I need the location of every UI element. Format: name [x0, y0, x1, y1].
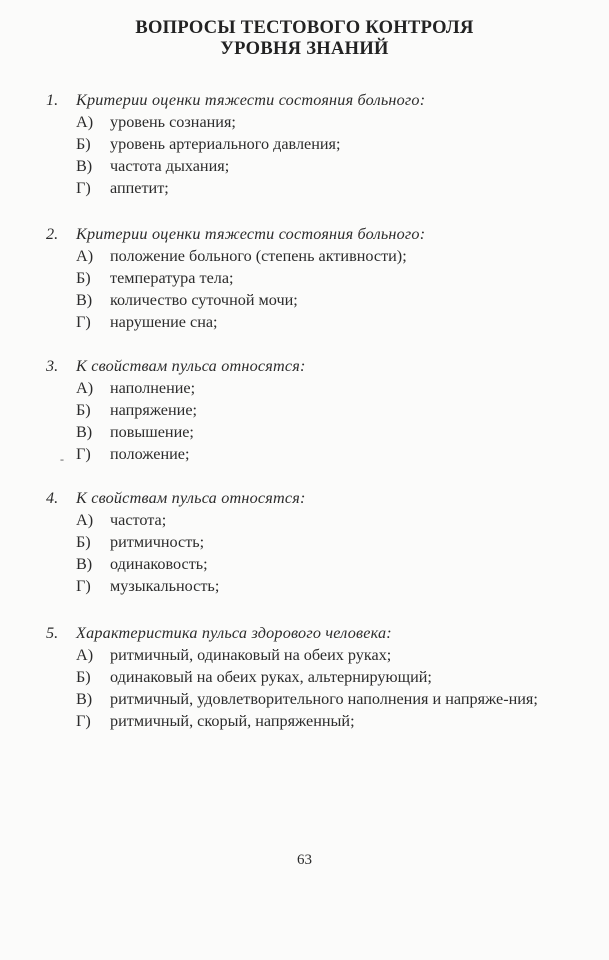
option-text: аппетит;: [110, 179, 169, 197]
answer-option: [76, 289, 576, 311]
stray-mark: -: [60, 452, 64, 466]
answer-option: [76, 133, 576, 155]
question-number: 1.: [46, 91, 59, 109]
option-text: положение больного (степень активности);: [110, 247, 407, 265]
question-4: [46, 487, 576, 597]
option-letter: Б): [76, 533, 91, 551]
answer-option: [76, 245, 576, 267]
question-title: [46, 355, 576, 377]
option-text: напряжение;: [110, 401, 197, 419]
option-letter: Г): [76, 445, 91, 463]
question-text: К свойствам пульса относятся:: [76, 357, 306, 375]
option-letter: В): [76, 423, 93, 441]
question-title: [46, 622, 576, 644]
option-text: уровень артериального давления;: [110, 135, 341, 153]
option-text: наполнение;: [110, 379, 196, 397]
option-text: частота дыхания;: [110, 157, 230, 175]
option-text: температура тела;: [110, 269, 234, 287]
answer-option: [76, 531, 576, 553]
question-2: [46, 223, 576, 333]
answer-option: [76, 443, 576, 465]
option-text: музыкальность;: [110, 577, 220, 595]
option-text: повышение;: [110, 423, 194, 441]
option-letter: В): [76, 555, 93, 573]
answer-option: [76, 155, 576, 177]
option-text: ритмичность;: [110, 533, 205, 551]
option-text: частота;: [110, 511, 167, 529]
option-text: положение;: [110, 445, 190, 463]
answer-option: [76, 399, 576, 421]
question-number: 4.: [46, 489, 59, 507]
answer-option: [76, 688, 576, 710]
option-letter: В): [76, 157, 93, 175]
question-text: Характеристика пульса здорового человека:: [76, 624, 392, 642]
answer-option: [76, 311, 576, 333]
heading-line-1: ВОПРОСЫ ТЕСТОВОГО КОНТРОЛЯ: [135, 18, 474, 38]
option-text: уровень сознания;: [110, 113, 236, 131]
answer-option: [76, 421, 576, 443]
option-letter: А): [76, 511, 94, 529]
option-letter: Б): [76, 401, 91, 419]
question-3: [46, 355, 576, 465]
question-text: Критерии оценки тяжести состояния больного:: [76, 225, 426, 243]
question-number: 3.: [46, 357, 59, 375]
heading-line-2: УРОВНЯ ЗНАНИЙ: [220, 39, 389, 59]
option-letter: В): [76, 291, 93, 309]
option-text: одинаковость;: [110, 555, 208, 573]
option-letter: Г): [76, 577, 91, 595]
option-text: ритмичный, скорый, напряженный;: [110, 712, 355, 730]
option-letter: А): [76, 646, 94, 664]
question-text: К свойствам пульса относятся:: [76, 489, 306, 507]
option-letter: А): [76, 247, 94, 265]
option-letter: Г): [76, 313, 91, 331]
question-title: [46, 223, 576, 245]
answer-option: [76, 710, 576, 732]
answer-option: [76, 267, 576, 289]
option-letter: Б): [76, 135, 91, 153]
option-text: количество суточной мочи;: [110, 291, 298, 309]
option-letter: А): [76, 113, 94, 131]
answer-option: [76, 177, 576, 199]
option-letter: В): [76, 690, 93, 708]
question-text: Критерии оценки тяжести состояния больного:: [76, 91, 426, 109]
answer-option: [76, 553, 576, 575]
option-text: ритмичный, одинаковый на обеих руках;: [110, 646, 392, 664]
answer-option: [76, 666, 576, 688]
option-letter: Б): [76, 269, 91, 287]
question-number: 2.: [46, 225, 59, 243]
question-5: [46, 622, 576, 732]
page-number: 63: [297, 852, 312, 868]
question-title: [46, 89, 576, 111]
question-1: [46, 89, 576, 199]
option-text: одинаковый на обеих руках, альтернирующий;: [110, 668, 432, 686]
option-text: нарушение сна;: [110, 313, 218, 331]
option-letter: Б): [76, 668, 91, 686]
answer-option: [76, 575, 576, 597]
option-letter: Г): [76, 179, 91, 197]
answer-option: [76, 509, 576, 531]
page-heading: [0, 18, 609, 60]
answer-option: [76, 111, 576, 133]
option-letter: А): [76, 379, 94, 397]
question-title: [46, 487, 576, 509]
question-number: 5.: [46, 624, 59, 642]
option-text: ритмичный, удовлетворительного наполнения и напряже-ния;: [110, 690, 538, 708]
answer-option: [76, 377, 576, 399]
answer-option: [76, 644, 576, 666]
option-letter: Г): [76, 712, 91, 730]
